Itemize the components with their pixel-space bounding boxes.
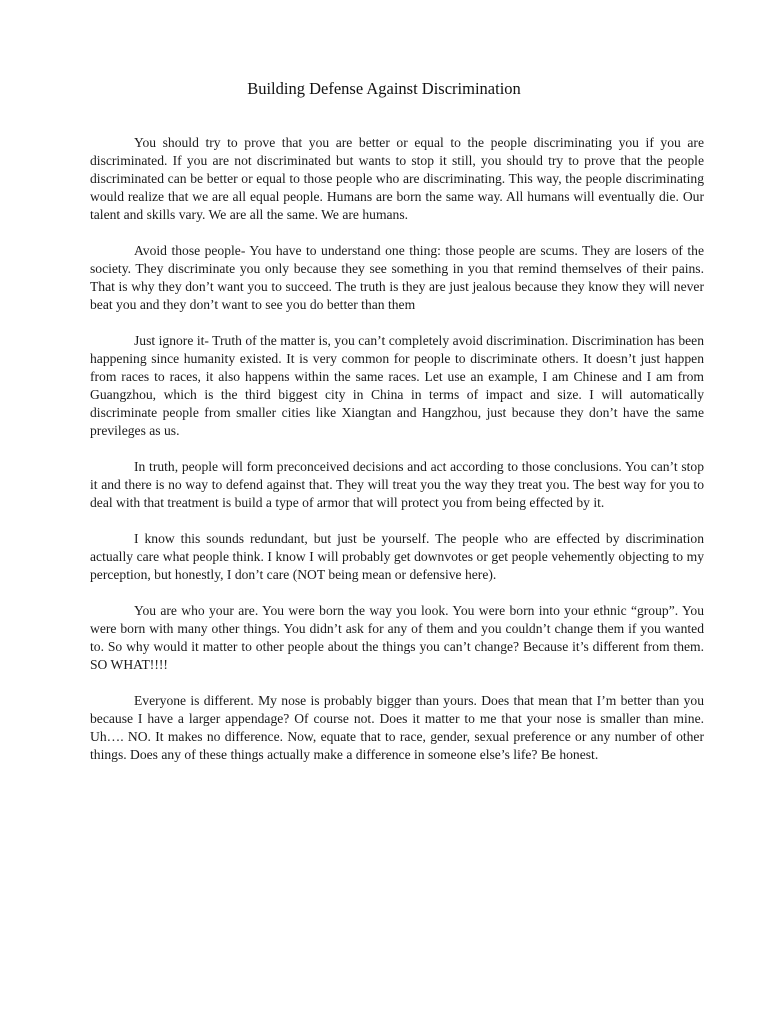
paragraph-7: Everyone is different. My nose is probably bigger than yours. Does that mean that I’m better than you because I have a larger appendage? Of course not. Does it matter to me that your nose is smaller than mine. Uh…. NO. It makes no difference. Now, equate that to race, gender, sexual preference or any number of other things. Does any of these things actually make a difference in someone else’s life? Be honest. — [90, 693, 704, 762]
paragraph-6: You are who your are. You were born the way you look. You were born into your ethnic “group”. You were born with many other things. You didn’t ask for any of them and you couldn’t change them if you wanted to. So why would it matter to other people about the things you can’t change? Because it’s different from them. SO WHAT!!!! — [90, 603, 704, 672]
paragraph-5: I know this sounds redundant, but just be yourself. The people who are effected by discrimination actually care what people think. I know I will probably get downvotes or get people vehemently objecting to my perception, but honestly, I don’t care (NOT being mean or defensive here). — [90, 531, 704, 582]
document-body — [90, 134, 704, 782]
paragraph-3: Just ignore it- Truth of the matter is, you can’t completely avoid discrimination. Discrimination has been happening since humanity existed. It is very common for people to discriminate others. It doesn’t just happen from races to races, it also happens within the same races. Let use an example, I am Chinese and I am from Guangzhou, which is the third biggest city in China in terms of impact and size. I will automatically discriminate people from smaller cities like Xiangtan and Hangzhou, just because they don’t have the same previleges as us. — [90, 333, 704, 438]
paragraph-1: You should try to prove that you are better or equal to the people discriminating you if you are discriminated. If you are not discriminated but wants to stop it still, you should try to prove that the people discriminated can be better or equal to those people who are discriminating. This way, the people discriminating would realize that we are all equal people. Humans are born the same way. All humans will eventually die. Our talent and skills vary. We are all the same. We are humans. — [90, 135, 704, 222]
document-title: Building Defense Against Discrimination — [247, 79, 521, 98]
paragraph-4: In truth, people will form preconceived decisions and act according to those conclusions. You can’t stop it and there is no way to defend against that. They will treat you the way they treat you. The best way for you to deal with that treatment is build a type of armor that will protect you from being effected by it. — [90, 459, 704, 510]
paragraph-2: Avoid those people- You have to understand one thing: those people are scums. They are losers of the society. They discriminate you only because they see something in you that remind themselves of their pains. That is why they don’t want you to succeed. The truth is they are just jealous because they know they will never beat you and they don’t want to see you do better than them — [90, 243, 704, 312]
